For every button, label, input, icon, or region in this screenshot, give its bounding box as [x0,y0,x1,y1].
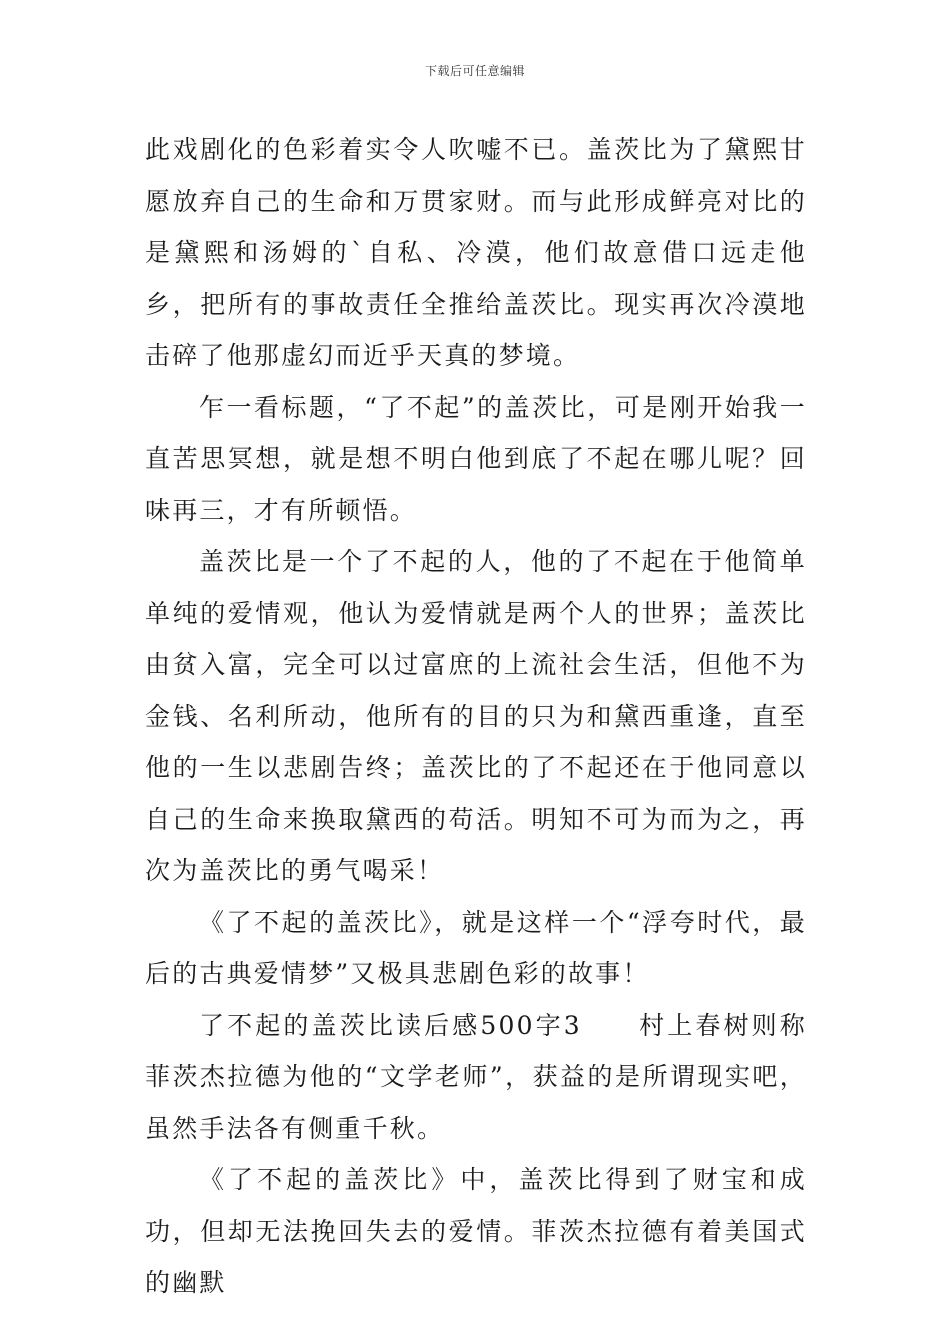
page-header: 下载后可任意编辑 [424,64,525,78]
paragraph-essay-3-heading: 了不起的盖茨比读后感500字3 村上春树则称菲茨杰拉德为他的“文学老师”，获益的是所谓现实吧，虽然手法各有侧重千秋。 [145,1010,807,1143]
document-body [145,124,807,1309]
paragraph-title-reflection: 乍一看标题，“了不起”的盖茨比，可是刚开始我一直苦思冥想，就是想不明白他到底了不起在哪儿呢？回味再三，才有所顿悟。 [145,392,807,525]
paragraph-summary: 《了不起的盖茨比》，就是这样一个“浮夸时代，最后的古典爱情梦”又极具悲剧色彩的故事！ [145,907,807,988]
paragraph-wealth-and-love: 《了不起的盖茨比》中，盖茨比得到了财宝和成功，但却无法挽回失去的爱情。菲茨杰拉德有着美国式的幽默 [145,1165,807,1297]
paragraph-gatsby-greatness: 盖茨比是一个了不起的人，他的了不起在于他简单单纯的爱情观，他认为爱情就是两个人的世界；盖茨比由贫入富，完全可以过富庶的上流社会生活，但他不为金钱、名利所动，他所有的目的只为和黛西重逢，直至他的一生以悲剧告终；盖茨比的了不起还在于他同意以自己的生命来换取黛西的苟活。明知不可为而为之，再次为盖茨比的勇气喝采！ [145,547,807,885]
paragraph-continued: 此戏剧化的色彩着实令人吹嘘不已。盖茨比为了黛熙甘愿放弃自己的生命和万贯家财。而与此形成鲜亮对比的是黛熙和汤姆的`自私、冷漠，他们故意借口远走他乡，把所有的事故责任全推给盖茨比。现实再次冷漠地击碎了他那虚幻而近乎天真的梦境。 [145,135,807,370]
